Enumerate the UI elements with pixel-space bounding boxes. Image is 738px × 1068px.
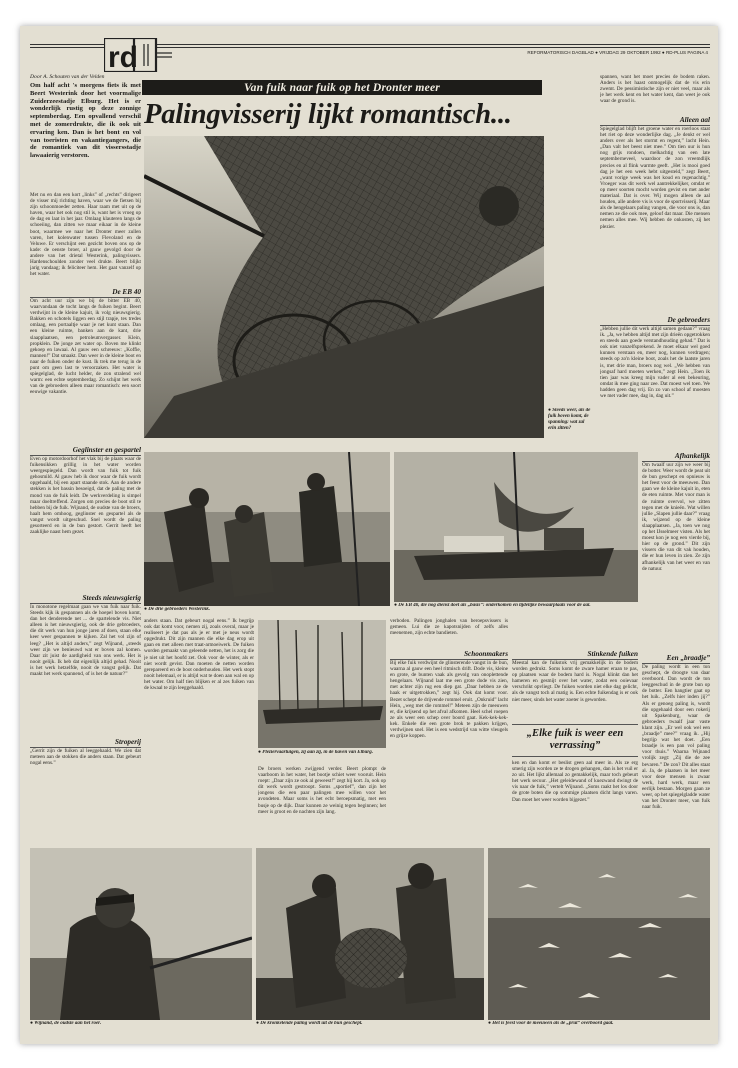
photo-harbor	[258, 620, 386, 748]
pull-quote: „Elke fuik is weer een verrassing”	[526, 728, 624, 751]
caption-haul: ● De kronkelende paling wordt uit de bun geschept.	[256, 1021, 363, 1026]
section-text-col4: ken en dan komt er beslist geen aal meer in. Als ze erg smerig zijn worden ze te drogen gehangen, dan is het vuil er zo uit. Het lijkt allemaal zo gemakkelijk, maar toch gebeurt het werk secuur. „Het geleidewand of kuezwand dwingt de vis naar de fuik,” vertelt Wijnand. „Soms raakt het los door de grote boten die op sommige plaatsen dicht langs varen. Dan moet het weer worden bijgezet.”	[512, 760, 638, 803]
mid-column-3: verboden. Palingen jonghalen van beroepsvissers is gemeen. Lui die ze kapotsnijden of zelfs alles meenemen, zijn echte bandieten.	[390, 618, 508, 637]
photo-haul	[256, 848, 484, 1020]
section-title-stinkende: Stinkende fuiken	[512, 650, 638, 660]
section-text-eb40: Om acht uur zijn we bij de bitter EB 40, waarvandaan de tocht langs de fuiken begint. Beert verdwijnt in de kleine kajuit, ik volg nieuwsgierig. Bakken en schotels liggen een stijl trapje, tes tredes omlaag, een portaaltje waar je net kunt staan. Dan een kleine ruimte, banken aan de kant, drie slaapplaatsen, een petroleumvergasser. Klein, propklein. De jonge zet water op. Boven me klinkt gekoep en lawaai. Al gauw een schreeuw: „Koffie, mannen!” Dat smaakt. Dan weer in de kleine boot en naar de fuiken onder de kust. Ik trek me terug in de punt om geen last te veroorzaken. Het water is spiegelglad, de lucht helder, de zon stralend wel warm: een echte septemberdag. Zo schijnt het werk van de gebroeders alleen maar romantisch: een soort eeuwige vakantie.	[30, 298, 141, 396]
section-text-schoonmakers: Bij elke fuik verdwijnt de glinsterende vangst in de bun, waarna al gauw een heel ritmisch drift. Dode vis, kleine en grote, de bunten vaak als gevolg van onoplettende hengelaars. Wijnand laat me een grote dode vis zien, met achter zijn rug een diep gat. „Daar hebben ze de haak er uitgetrokken,” zegt hij. Ook dat komt voor. Bezet schept de drijvende rommel eruit. „Onkruid” lacht Hein, „weg met die rommel!” Meteen zijn de meeuwen er, die krijsend op het afval afkomen. Heel schel roepen ze als weer een schep over boord gaat. Kek-kek-kek-kek. Enkele die een grote brok te pakken krijgen, verdwijnen snel. Het is een wedstrijd van witte vleugels en grijze koppen.	[390, 660, 508, 740]
photo-brothers	[144, 452, 390, 606]
photo-fishing-net	[144, 136, 544, 438]
article-headline: Palingvisserij lijkt romantisch...	[144, 99, 512, 130]
caption-wijnand: ● Wijnand, de oudste aan het roer.	[30, 1021, 102, 1026]
mid-column-1: anders staan. Dat gebeurt nogal eens.” Ik begrijp ook dat komt voor, nemen zij, zoals overal, maar je realiseert je dat pas als je er met je neus wordt opgedrukt. Dit zijn mannen die elke dag erop uit gaan en met alleen met traat-armoeiwerk. De fuiken worden gemaakt van geleende netten, het is zorg die je niet uit het hoofd zet. Ook voor de winter, als er niet wordt gevist. Dan moeten de netten worden gerepareerd en de boot onderhouden. Het werk stopt nooit helemaal, er is altijd wat te doen aan wal en op het water. Om half tien blijken er al zes fuiken van de kwaal te zijn leeggehaald.	[144, 618, 254, 692]
section-title-afhankelijk: Afhankelijk	[642, 452, 710, 462]
section-text-geglinster: Even op motordoorhof het vlak bij de plaats waar de fuikensikken grillig in het water worden weergespiegeld. Dan wordt van fuik tot fuik gehosmild. Al gauw heb ik door waar de fuik wordt opgehaald, bij een apart staande stok. Aan de andere stekken is het bassin besoeigd, dat de paling met de mond van de fuik leidt. De werkverdeling is simpel maar doeltreffend. Zorgen om precies de boot stil te hebben bij de fuik. Wijnand, de oudste van de broers, haalt hem omhoog, geglinster en gespartel als de vangst wordt uitgeschud. Snel wordt de paling gesorteerd en in de bun gestort. Gerrit heeft het zaaklijke naast hem gezet.	[30, 456, 141, 536]
section-text-alleen: Spiegelglad blijft het groene water en roerloos staat het riet op deze wonderlijke dag. „Je denkt er wel anders over als het stormt en regent,” lacht Hein. „Dan valt het beest niet mee.” Om tien uur is hun nog grijs rondoen, melkachtig van een late septemberneveel, waardoor de zon vreemdlijk precies en al flink warmte geeft. „Het is mooi goed dag je het een week hebt uitgesteld,” zegt Beert, „want vorige week was het koud en regenachtig.” Vroeger was dit werk wel aantrekkelijker, omdat er op meer soorten mocht worden gevist en met ander materiaal. Dat is over. Wij mogen alleen de aal houden, alle andere vis is voor de sportvisserij. Maar als de hengelaars paling vangen, die voor ons is, dan nemen ze die ook mee, geloof dat maar. Die mensen nemen alles mee. Wij hebben de onkosten, zij het plezier.	[600, 126, 710, 230]
header-info: REFORMATORISCH DAGBLAD ● VRIJDAG 29 OKTOBER 1992 ● RD-PLUS PAGINA 4	[527, 50, 708, 55]
pullquote-rule-bottom	[512, 756, 638, 757]
caption-harbor: ● Pleziervaartuigen, zij aan zij, in de haven van Elburg.	[258, 750, 373, 755]
byline: Door A. Schouten van der Velden	[30, 74, 105, 80]
pullquote-rule-top	[512, 724, 638, 725]
section-text-afhankelijk: Om twaalf uur zijn we weer bij de botter. Weer wordt de peat uit de bun geschept en opnieuw is het feest voor de meeuwen. Dan gaan we de kleine kajuit in, eten de eten ruimte. Met voor man is de ruimte overvol, we zitten tegen met de knieën. Wat willen jullie „Slapen jullie daar?” vraag ik, wijzend op de kleine slaapplaatsen. „Ja, toen we nog op het IJsselmeer visten. Als het moest kon je nog een vierde bij, hier op de grond.” Dit zijn vissers die van dit vak houden, die er hun leven in zien. Ze zijn afhankelijk van het weer en van de natuur.	[642, 462, 710, 572]
newspaper-page	[20, 26, 718, 1044]
intro-text: Met nu en dan een kort „links” of „rechts” dirigeert de visser mij richting haven, waar we de fietsen bij zijn schoonmoeder zetten. Haar raam met uit op de haven, waar het ook nog stil is, want het is vroeg op de dag en laat in het jaar. Omlaag klauteren langs de schoeiing, dan zitten we maar eikaar in de kleine boot, waarmee we naar het Dronter meer zullen varen, het kolenwater tussen Flevoland en de Veluwe. Er verschijnt een gezicht boven ons op de kade: de oenste broer, al gauw gevolgd door de andere van het drietal Westerink, palingvissers. Hardenschoulden zonder veel drukte. Beert blijkt jarig vandaag; ik feliciteer hem. Het gaat vanzelf op het water.	[30, 192, 141, 278]
photo-wijnand	[30, 848, 252, 1020]
rd-logo	[104, 38, 172, 72]
photo-eb40-boat	[394, 452, 638, 602]
section-title-gebroeders: De gebroeders	[600, 316, 710, 326]
section-title-schoonmakers: Schoonmakers	[390, 650, 508, 660]
mid-column-2: De broers werken zwijgend verder. Beert plompt de vaarboom in het water, het bootje schiet weer vooruit. Hein roept: „Daar zijn ze ook al geweest!” zegt hij kort. Ja, ook op dit werk wordt gestroopt. Soms „sportief”, dan zijn het jongens die een paar palingen mee willen voor het avondeten. Maar soms is het echt beroepsmatig, met een busje op de dijk. Daar kunnen ze weinig tegen beginnen; het meer is groot en de nachten zijn lang.	[258, 766, 386, 815]
caption-brothers: ● De drie gebroeders Westerink.	[144, 607, 211, 612]
section-text-gebroeders: „Hebben jullie dit werk altijd samen gedaan?” vraag ik. „Ja, we hebben altijd met zijn drieën opgetrokken en steeds aan goede verstandhouding gehad.” Dat is ook niet vanzelfsprekend. Je moet elkaar wel goed kunnen verstaan en, meer nog, kunnen verdragen; steeds op zo'n kleine boot, zoals het de laatste jaren is, met drie man, broers nog wel. „We hebben van jongsaf hard moeten werken,” zegt Hein. „Toen ik tien jaar was kreeg mijn vader al een bekeuring, omdat ik mee ging naar zee. Dat moest wel toen. We hadden geen dag vrij. En zo van school af moesten we met vader mee, dag in, dag uit.”	[600, 326, 710, 400]
logo-text: rd	[108, 41, 138, 72]
right-top-text: spannen, want het moet precies de bodem raken. Anders is het haast onmogelijk dat de vis erin zwemt. De pessimistische zijn er niet veel, maar als je het werk kent en het water kent, dan weet je ook waar de grond is.	[600, 74, 710, 105]
article-banner: Van fuik naar fuik op het Dronter meer	[142, 80, 542, 95]
section-text-nieuwsgierig: In monotone regelmaat gaan we van fuik naar fuik. Steeds kijk ik gespannen als de hoepel boven komt, dan het denderende net ... de spartelende vis. Niet alleen is het nieuwsgierig, ook de drie gebroeders, die dit werk van hun jonge jaren af doen, staan elke keer weer gespannen te kijken. Zal het vol zijn of leeg? „Het is altijd anders,” zegt Wijnand, „steeds weer zijn we benieuwd wat er boven zal komen. Daar zit juist de aardigheid van ons werk. Het is nooit gelijk. Ik heb dat eigenlijk altijd gehad. Nooit is het werk hetzelfde, nooit de vangst gelijk. Dat maakt het werk spannend, of is het de natuur?”	[30, 604, 141, 678]
photo-gulls	[488, 848, 710, 1020]
caption-gulls: ● Het is feest voor de meeuwen als de „prut” overboord gaat.	[488, 1021, 614, 1026]
section-text-stinkende: Meestal kan de fuikstok vrij gemakkelijk in de bodem worden gedrukt. Soms komt de zware hamer eraan te pas, op plaatsen waar de bodem hard is. Nogal klinkt dan het hameren en gesmijt over het water, zodat een ooievaar verschrikt opvliegt. De fuiken worden niet elke dag gelicht, als de vangst toch al matig is. Een echte fuikendag is er ook niet meer, sinds het water zoeter is geworden.	[512, 660, 638, 703]
section-title-nieuwsgierig: Steeds nieuwsgierig	[30, 594, 141, 604]
section-title-braadje: Een „braadje”	[642, 654, 710, 664]
caption-eb40-boat: ● De EB 40, die nog dienst doet als „basis”: onderkomen en tijdelijke bewaarplaats voor de aal.	[394, 603, 591, 608]
section-text-braadje: De paling wordt in een ton geschept, de droogte van daar overboord. Dan wordt de ton leeggeschud in de grote bun op de botter. Een hangtier gaat op het luik. „Zelfs hier inden jij?” Als er genoeg paling is, wordt die opgehaald door een rokerij uit Spakenburg, waar de gebroeders twaalf jaar vaste klant zijn. „Er wel ook wel een „braadje” mee?” vraag ik. „Hij begrijp wat het doet. „Een braadje is een pan vol paling voor thuis.” Waarna Wijnand vrolijk zegt: „Zij die de zee bevaren.” De zon? Dit alles staat al. Ja, de plaatsen in het meer voor deze mensen is zwaar werk, hard werk, maar een eerlijk bestaan. Morgen gaan ze weer, op het spiegelgladde water van het Dronter meer, van fuik naar fuik.	[642, 664, 710, 811]
caption-fishing-net: ● Steeds weer, als de fuik boven komt, de spanning: wat zal erin zitten?	[548, 408, 591, 431]
section-title-eb40: De EB 40	[30, 288, 141, 298]
lead-paragraph: Om half acht 's morgens fiets ik met Beert Westerink door het voormalige Zuiderzeestadje Elburg. Het is er wonderlijk rustig op deze zonnige septemberdag. Een opvallend verschil met de zomerdrukte, die ik ook uit ervaring ken. Dan is het bont en vol van toeristen en vakantiegangers, die de romantiek van dit vissersstadje lawaaierig verstoren.	[30, 82, 141, 160]
section-title-stroperij: Stroperij	[30, 738, 141, 748]
section-text-stroperij: „Gerrit zijn de fuiken al leeggehaald. We zien dat meteen aan de stokken die anders staan. Dat gebeurt nogal eens.”	[30, 748, 141, 767]
section-title-geglinster: Geglinster en gespartel	[30, 446, 141, 456]
section-title-alleen: Alleen aal	[600, 116, 710, 126]
